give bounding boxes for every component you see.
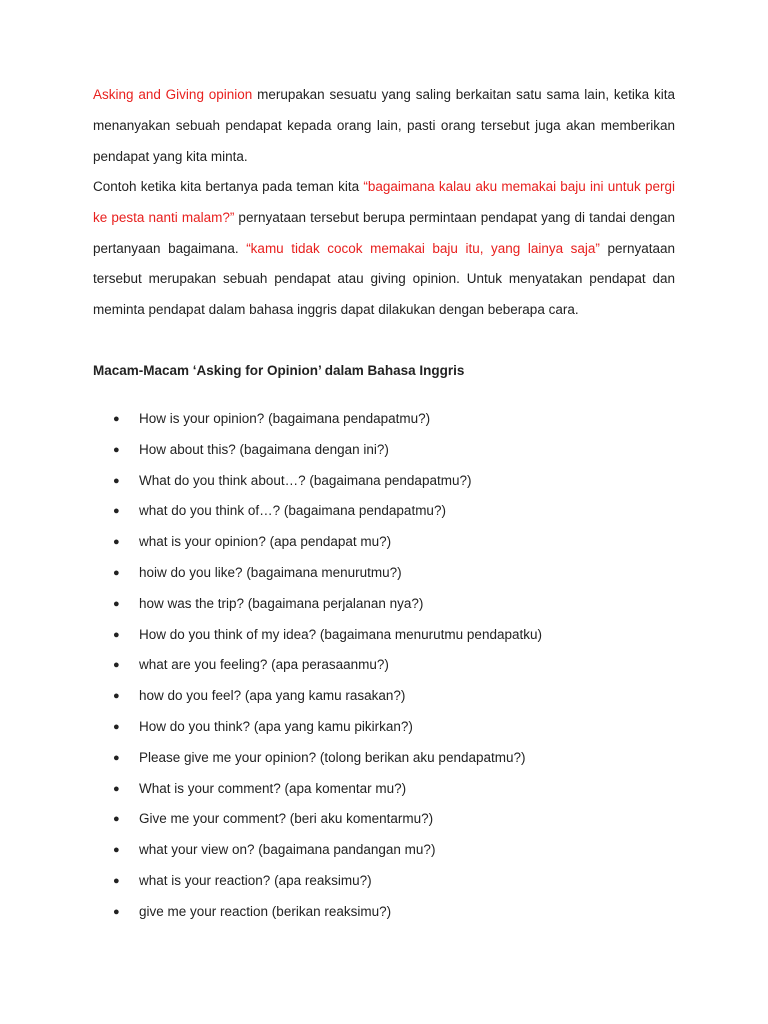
list-item — [113, 681, 542, 712]
list-item — [113, 835, 542, 866]
bullet-icon: ● — [113, 751, 120, 764]
bullet-icon: ● — [113, 413, 120, 425]
list-item — [113, 866, 542, 897]
bullet-icon: ● — [113, 782, 120, 795]
intro-paragraph — [93, 80, 675, 172]
highlight-term: Asking and Giving opinion — [93, 87, 253, 102]
list-item-text: What is your comment? (apa komentar mu?) — [139, 780, 407, 796]
list-item-text: what is your reaction? (apa reaksimu?) — [139, 872, 372, 888]
example-middle: pernyataan tersebut berupa permintaan pendapat yang di tandai dengan pertanyaan bagaimana. — [93, 209, 675, 256]
list-item — [113, 589, 542, 620]
example-paragraph — [93, 172, 675, 326]
intro-text: merupakan sesuatu yang saling berkaitan satu sama lain, ketika kita menanyakan sebuah pendapat kepada orang lain, pasti orang tersebut juga akan memberikan pendapat yang kita minta. — [93, 87, 675, 164]
bullet-icon: ● — [113, 813, 120, 826]
example-question: “bagaimana kalau aku memakai baju ini untuk pergi ke pesta nanti malam?” — [93, 179, 675, 225]
list-item-text: How do you think? (apa yang kamu pikirkan?) — [139, 718, 413, 734]
bullet-icon: ● — [113, 505, 120, 518]
list-item — [113, 466, 542, 497]
bullet-icon: ● — [113, 474, 120, 487]
list-item — [113, 496, 542, 527]
example-answer: “kamu tidak cocok memakai baju itu, yang lainya saja” — [246, 240, 600, 256]
bullet-icon: ● — [113, 443, 120, 456]
list-item-text: what is your opinion? (apa pendapat mu?) — [139, 534, 392, 550]
list-item-text: how was the trip? (bagaimana perjalanan nya?) — [139, 595, 424, 611]
section-heading: Macam-Macam ‘Asking for Opinion’ dalam Bahasa Inggris — [93, 363, 465, 378]
example-intro: Contoh ketika kita bertanya pada teman kita — [93, 179, 364, 194]
list-item — [113, 804, 542, 835]
bullet-icon: ● — [113, 566, 120, 579]
bullet-icon: ● — [113, 844, 120, 857]
list-item-text: How is your opinion? (bagaimana pendapatmu?) — [139, 411, 431, 426]
list-item-text: what do you think of…? (bagaimana pendapatmu?) — [139, 503, 446, 519]
list-item — [113, 774, 542, 805]
bullet-icon: ● — [113, 536, 120, 549]
list-item — [113, 743, 542, 774]
list-item — [113, 527, 542, 558]
list-item — [113, 435, 542, 466]
bullet-icon: ● — [113, 659, 120, 672]
list-item-text: How do you think of my idea? (bagaimana menurutmu pendapatku) — [139, 626, 542, 642]
list-item-text: what your view on? (bagaimana pandangan mu?) — [139, 842, 436, 858]
list-item-text: what are you feeling? (apa perasaanmu?) — [139, 657, 389, 673]
example-ending: pernyataan tersebut merupakan sebuah pendapat atau giving opinion. Untuk menyatakan pendapat dan meminta pendapat dalam bahasa inggris dapat dilakukan dengan beberapa cara. — [93, 240, 675, 318]
opinion-list — [113, 404, 542, 928]
list-item-text: give me your reaction (berikan reaksimu?) — [139, 903, 392, 919]
bullet-icon: ● — [113, 597, 120, 610]
list-item-text: Give me your comment? (beri aku komentarmu?) — [139, 811, 434, 827]
bullet-icon: ● — [113, 628, 120, 641]
bullet-icon: ● — [113, 874, 120, 887]
list-item-text: What do you think about…? (bagaimana pendapatmu?) — [139, 472, 472, 488]
list-item-text: how do you feel? (apa yang kamu rasakan?) — [139, 688, 406, 704]
list-item-text: How about this? (bagaimana dengan ini?) — [139, 441, 389, 457]
list-item-text: hoiw do you like? (bagaimana menurutmu?) — [139, 564, 402, 580]
list-item — [113, 558, 542, 589]
bullet-icon: ● — [113, 905, 120, 918]
list-item — [113, 897, 542, 928]
list-item-text: Please give me your opinion? (tolong berikan aku pendapatmu?) — [139, 749, 526, 765]
list-item — [113, 650, 542, 681]
list-item — [113, 620, 542, 651]
bullet-icon: ● — [113, 690, 120, 703]
bullet-icon: ● — [113, 720, 120, 733]
list-item — [113, 712, 542, 743]
list-item — [113, 404, 542, 435]
